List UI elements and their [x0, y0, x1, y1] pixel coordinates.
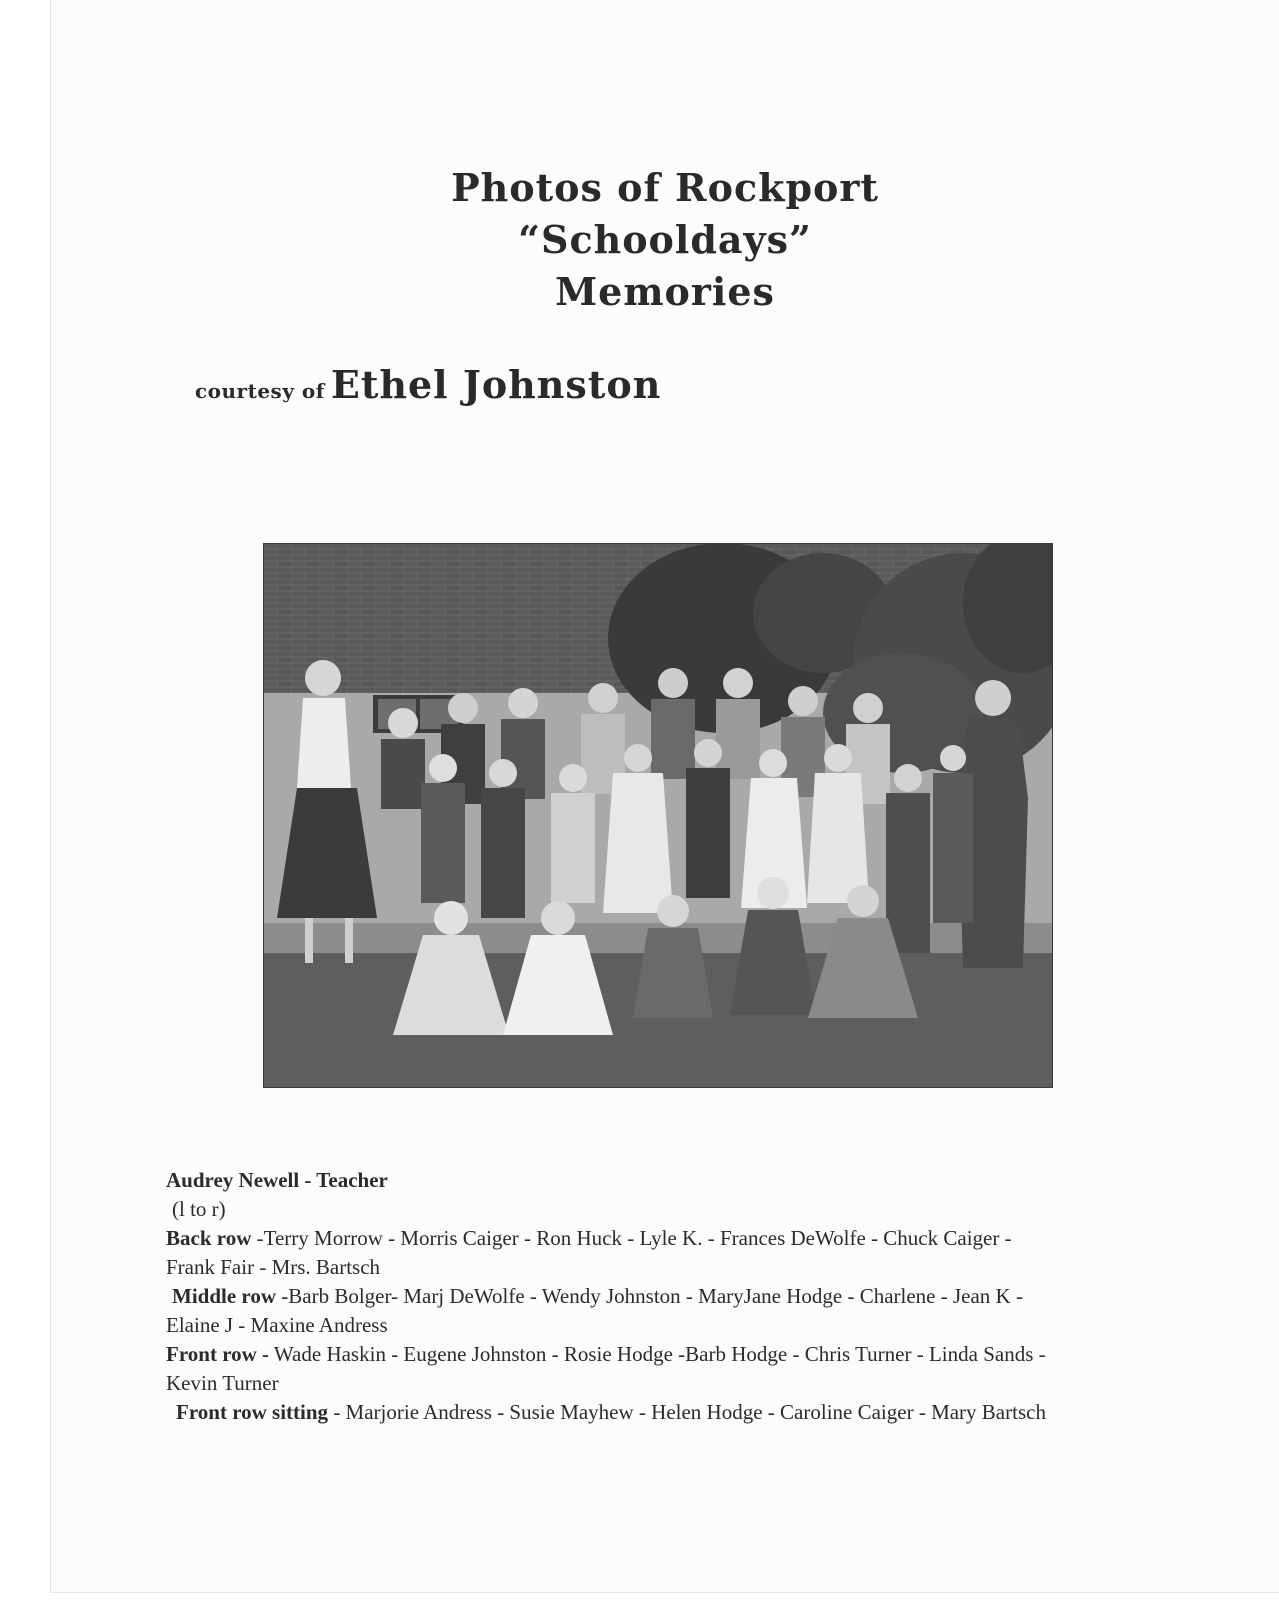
sitting-row-label: Front row sitting	[176, 1400, 329, 1424]
middle-row-label: Middle row	[172, 1284, 277, 1308]
middle-row-names-1: -Barb Bolger- Marj DeWolfe - Wendy Johnston - MaryJane Hodge - Charlene - Jean K -	[276, 1284, 1023, 1308]
title-line-1: Photos of Rockport	[451, 165, 879, 210]
courtesy-prefix: courtesy of	[195, 379, 325, 403]
back-row-names-2: Frank Fair - Mrs. Bartsch	[166, 1255, 381, 1279]
title-line-3: Memories	[555, 269, 775, 314]
back-row-label: Back row	[166, 1226, 252, 1250]
document-title	[0, 162, 1279, 318]
sitting-row-names: - Marjorie Andress - Susie Mayhew - Helen Hodge - Caroline Caiger - Mary Bartsch	[328, 1400, 1046, 1424]
caption-teacher: Audrey Newell - Teacher	[166, 1168, 388, 1192]
back-row-names-1: -Terry Morrow - Morris Caiger - Ron Huck - Lyle K. - Frances DeWolfe - Chuck Caiger -	[256, 1226, 1012, 1250]
class-photo	[263, 543, 1053, 1088]
title-line-2: “Schooldays”	[518, 217, 812, 262]
middle-row-names-2: Elaine J - Maxine Andress	[166, 1313, 388, 1337]
caption-order: (l to r)	[172, 1197, 226, 1221]
front-row-names-1: Wade Haskin - Eugene Johnston - Rosie Hodge -Barb Hodge - Chris Turner - Linda Sands -	[269, 1342, 1046, 1366]
front-row-names-2: Kevin Turner	[166, 1371, 279, 1395]
photo-caption	[166, 1166, 1206, 1427]
front-row-label: Front row -	[166, 1342, 270, 1366]
class-photo-illustration	[263, 543, 1053, 1088]
courtesy-name: Ethel Johnston	[330, 362, 662, 407]
courtesy-line	[195, 362, 661, 407]
